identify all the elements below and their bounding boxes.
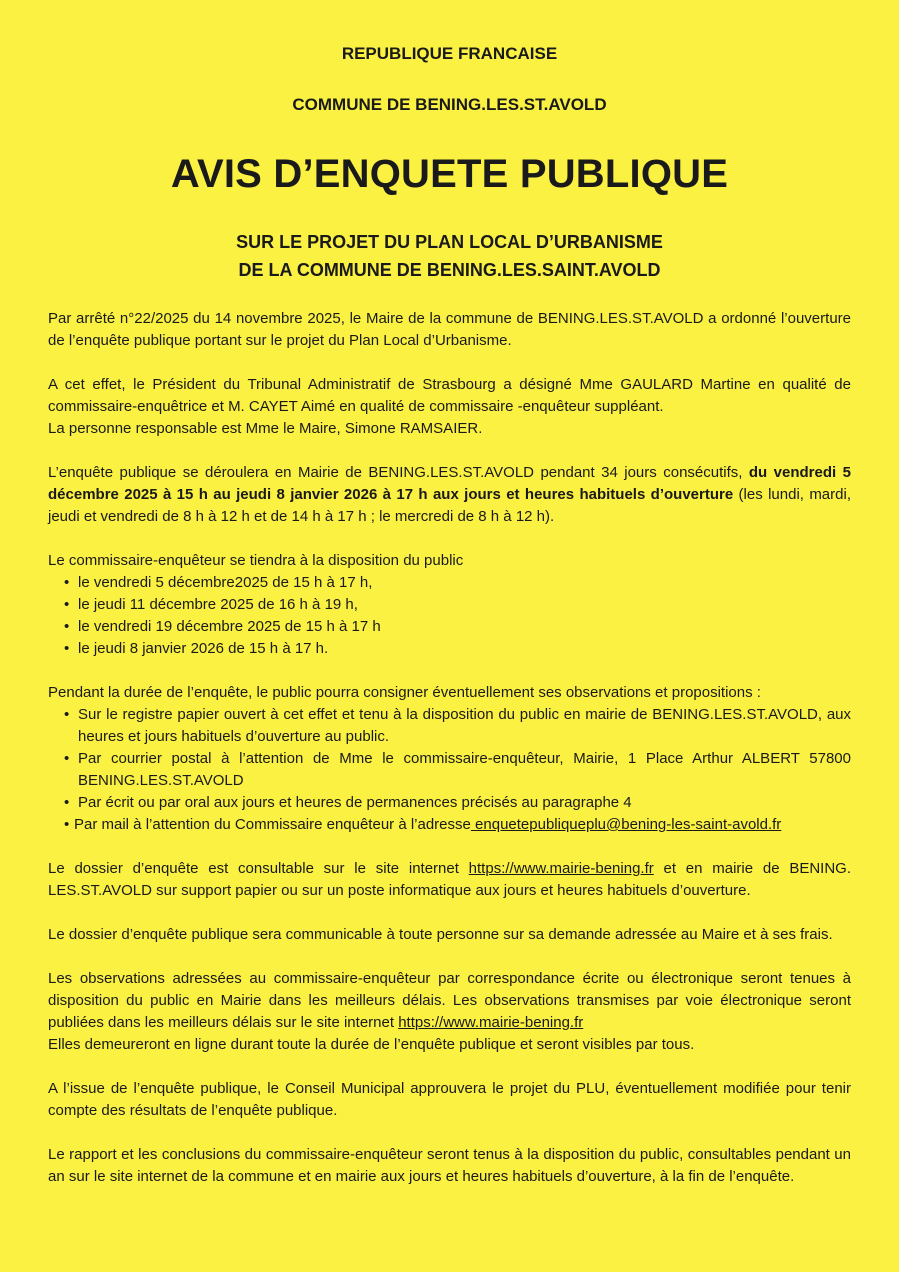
website-link-2[interactable]: https://www.mairie-bening.fr: [398, 1014, 584, 1031]
commune-heading: COMMUNE DE BENING.LES.ST.AVOLD: [292, 95, 607, 114]
paragraph-rapport: Le rapport et les conclusions du commissaire-enquêteur seront tenus à la disposition du public, consultables pendant un an sur le site internet de la commune et en mairie aux jours et heures habituels d’ouverture, à la fin de l’enquête.: [48, 1146, 851, 1185]
paragraph-observations: [48, 682, 851, 836]
mail-link[interactable]: enquetepubliqueplu@bening-les-saint-avold.fr: [470, 816, 782, 833]
commissaire-designation: A cet effet, le Président du Tribunal Administratif de Strasbourg a désigné Mme GAULARD Martine en qualité de commissaire-enquêtrice et M. CAYET Aimé en qualité de commissaire -enquêteur suppléant.: [48, 376, 851, 415]
publication-b: Elles demeureront en ligne durant toute la durée de l’enquête publique et seront visibles par tous.: [48, 1036, 695, 1053]
list-item: • Sur le registre papier ouvert à cet effet et tenu à la disposition du public en mairie de BENING.LES.ST.AVOLD, aux heures et jours habituels d’ouverture au public.: [48, 704, 851, 748]
paragraph-publication: [48, 968, 851, 1056]
notice-body: [48, 308, 851, 1210]
list-item: • le jeudi 11 décembre 2025 de 16 h à 19 h,: [48, 594, 851, 616]
paragraph-commissaire: [48, 374, 851, 440]
subtitle-line-1: SUR LE PROJET DU PLAN LOCAL D’URBANISME: [236, 232, 663, 252]
dates-intro: L’enquête publique se déroulera en Mairie de BENING.LES.ST.AVOLD pendant 34 jours consécutifs,: [48, 464, 749, 481]
observations-list: [48, 704, 851, 836]
list-item: • Par écrit ou par oral aux jours et heures de permanences précisés au paragraphe 4: [48, 792, 851, 814]
website-link[interactable]: https://www.mairie-bening.fr: [468, 860, 654, 877]
dossier-a: Le dossier d’enquête est consultable sur le site internet: [48, 860, 469, 877]
observations-intro: Pendant la durée de l’enquête, le public pourra consigner éventuellement ses observations et propositions :: [48, 684, 761, 701]
subtitle: [0, 228, 899, 284]
paragraph-arrete: Par arrêté n°22/2025 du 14 novembre 2025, le Maire de la commune de BENING.LES.ST.AVOLD a ordonné l’ouverture de l’enquête publique portant sur le projet du Plan Local d’Urbanisme.: [48, 310, 851, 349]
list-item: • Par courrier postal à l’attention de Mme le commissaire-enquêteur, Mairie, 1 Place Arthur ALBERT 57800 BENING.LES.ST.AVOLD: [48, 748, 851, 792]
permanences-list: [48, 572, 851, 660]
list-item: [48, 814, 851, 836]
paragraph-dates: [48, 462, 851, 528]
list-item: • le jeudi 8 janvier 2026 de 15 h à 17 h.: [48, 638, 851, 660]
publication-a: Les observations adressées au commissaire-enquêteur par correspondance écrite ou électronique seront tenues à disposition du public en Mairie dans les meilleurs délais. Les observations transmises par voie électronique seront publiées dans les meilleurs délais sur le site internet: [48, 970, 851, 1031]
permanences-intro: Le commissaire-enquêteur se tiendra à la disposition du public: [48, 552, 464, 569]
paragraph-communicable: Le dossier d’enquête publique sera communicable à toute personne sur sa demande adressée au Maire et à ses frais.: [48, 926, 833, 943]
paragraph-permanences: [48, 550, 851, 660]
subtitle-line-2: DE LA COMMUNE DE BENING.LES.SAINT.AVOLD: [238, 260, 661, 280]
republique-heading: REPUBLIQUE FRANCAISE: [341, 44, 558, 63]
page-title: AVIS D’ENQUETE PUBLIQUE: [170, 152, 729, 196]
list-item: • le vendredi 19 décembre 2025 de 15 h à 17 h: [48, 616, 851, 638]
dates-bold: du vendredi 5 décembre 2025 à 15 h au jeudi 8 janvier 2026 à 17 h aux jours et heures habituels d’ouverture: [48, 464, 851, 503]
paragraph-conseil: A l’issue de l’enquête publique, le Conseil Municipal approuvera le projet du PLU, éventuellement modifiée pour tenir compte des résultats de l’enquête publique.: [48, 1080, 851, 1119]
responsable: La personne responsable est Mme le Maire, Simone RAMSAIER.: [48, 420, 483, 437]
dates-hours: (les lundi, mardi, jeudi et vendredi de 8 h à 12 h et de 14 h à 17 h ; le mercredi de 8 h à 12 h).: [48, 486, 851, 525]
mail-text: Par mail à l’attention du Commissaire enquêteur à l’adresse: [74, 816, 471, 833]
paragraph-dossier: [48, 858, 851, 902]
list-item: • le vendredi 5 décembre2025 de 15 h à 17 h,: [48, 572, 851, 594]
dossier-b: et en mairie de BENING. LES.ST.AVOLD sur support papier ou sur un poste informatique aux jours et heures habituels d’ouverture.: [48, 860, 852, 899]
